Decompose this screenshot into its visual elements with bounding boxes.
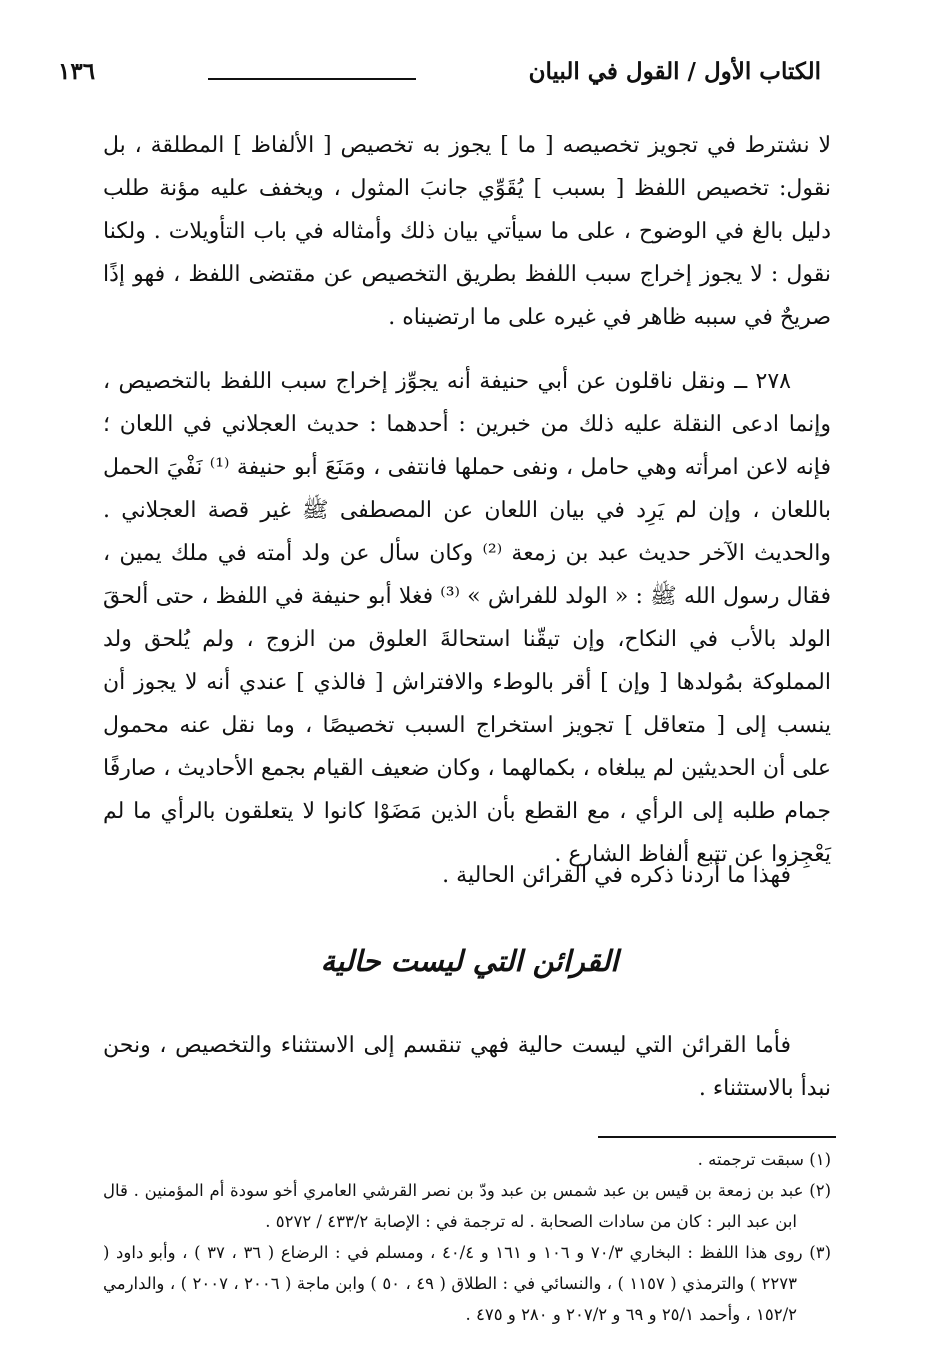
paragraph-278 (103, 360, 831, 876)
footnote-2: (٢) عبد بن زمعة بن قيس بن عبد شمس بن عبد ودّ بن نصر القرشي العامري أخو سودة أم المؤمنين . قال ابن عبد البر : كان من سادات الصحابة . له ترجمة في : الإصابة ٤٣٣/٢ / ٥٢٧٢ . (103, 1181, 831, 1231)
paragraph-1-text: لا نشترط في تجويز تخصيصه [ ما ] يجوز به تخصيص [ الألفاظ ] المطلقة ، بل نقول: تخصيص اللفظ [ بسبب ] يُقَوِّي جانبَ المثول ، ويخفف عليه مؤنة طلب دليل بالغ في الوضوح ، على ما سيأتي بيان ذلك وأمثاله في باب التأويلات . ولكنا نقول : لا يجوز إخراج سبب اللفظ بطريق التخصيص عن مقتضى اللفظ ، فهو إذًا صريحٌ في سببه ظاهر في غيره على ما ارتضيناه . (103, 133, 831, 330)
footnote-rule (598, 1136, 836, 1138)
running-title: الكتاب الأول / القول في البيان (528, 58, 821, 85)
paragraph-intro-text: فأما القرائن التي ليست حالية فهي تنقسم إلى الاستثناء والتخصيص ، ونحن نبدأ بالاستثناء . (103, 1033, 831, 1101)
paragraph-conclusion (103, 832, 831, 919)
section-heading: القرائن التي ليست حالية (320, 944, 619, 978)
page-number: ١٣٦ (58, 58, 96, 85)
footnote-3: (٣) روى هذا اللفظ : البخاري ٧٠/٣ و ١٠٦ و ١٦١ و ٤٠/٤ ، ومسلم في : الرضاع ( ٣٦ ، ٣٧ ) ، وأبو داود ( ٢٢٧٣ ) والترمذي ( ١١٥٧ ) ، والنسائي في : الطلاق ( ٤٩ ، ٥٠ ) وابن ماجة ( ٢٠٠٦ ، ٢٠٠٧ ) ، والدارمي ١٥٢/٢ ، وأحمد ٢٥/١ و ٦٩ و ٢٠٧/٢ و ٢٨٠ و ٤٧٥ . (103, 1243, 831, 1324)
footnote-1: (١) سبقت ترجمته . (697, 1150, 831, 1169)
paragraph-conclusion-text: فهذا ما أردنا ذكره في القرائن الحالية . (442, 863, 791, 888)
paragraph-intro (103, 1002, 831, 1132)
footnotes (103, 1144, 831, 1330)
page-header (58, 58, 821, 98)
paragraph-1 (103, 124, 831, 339)
header-rule (208, 78, 416, 80)
paragraph-278-text: ٢٧٨ ــ ونقل ناقلون عن أبي حنيفة أنه يجوِّز إخراج سبب اللفظ بالتخصيص ، وإنما ادعى النقلة عليه ذلك من خبرين : أحدهما : حديث العجلاني في اللعان ؛ فإنه لاعن امرأته وهي حامل ، ونفى حملها فانتفى ، ومَنَعَ أبو حنيفة ⁽¹⁾ نَفْيَ الحمل باللعان ، وإن لم يَرِد في بيان اللعان عن المصطفى ﷺ غير قصة العجلاني . والحديث الآخر حديث عبد بن زمعة ⁽²⁾ وكان سأل عن ولد أمته في ملك يمين ، فقال رسول الله ﷺ : « الولد للفراش » ⁽³⁾ فغلا أبو حنيفة في اللفظ ، حتى ألحقَ الولد بالأب في النكاح، وإن تيقّنا استحالةَ العلوق من الزوج ، ولم يُلحق ولد المملوكة بمُولدها [ وإن ] أقر بالوطء والافتراش [ فالذي ] عندي أنه لا يجوز أن ينسب إلى [ متعاقل ] تجويز استخراج السبب تخصيصًا ، وما نقل عنه محمول على أن الحديثين لم يبلغاه ، بكمالهما ، وكان ضعيف القيام بجمع الأحاديث ، صارفًا جمام طلبه إلى الرأي ، مع القطع بأن الذين مَضَوْا كانوا لا يتعلقون بالرأي ما لم يَعْجِزوا عن تتبع ألفاظ الشارع . (103, 369, 831, 867)
